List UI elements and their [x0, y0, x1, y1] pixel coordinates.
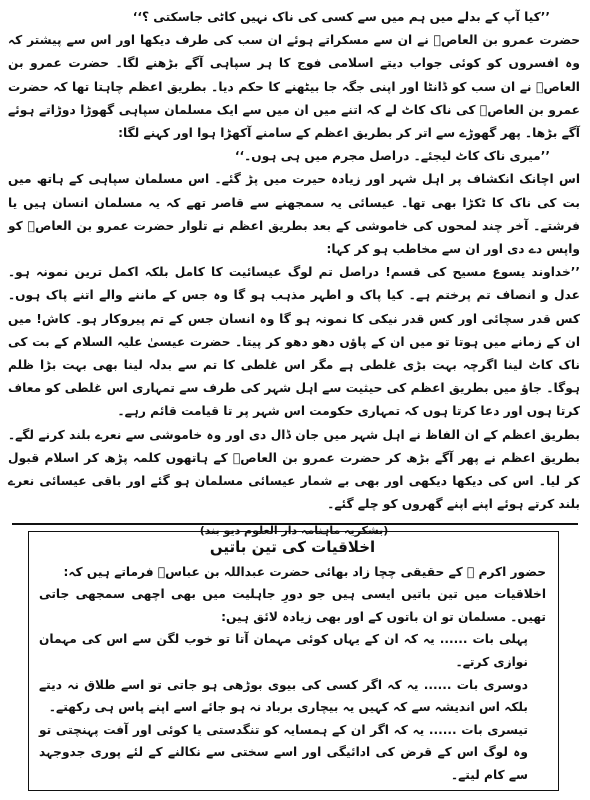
article-body [8, 6, 580, 543]
third-point: تیسری بات ...... یہ کہ اگر ان کے ہمسایہ کو تنگدستی یا کوئی اور آفت پہنچتی تو وہ لوگ اس کے قرض کی ادائیگی اور اسے سختی سے نکالنے کے لئے پوری جدوجہد سے کام لیتے۔ [39, 722, 528, 782]
first-point: پہلی بات ...... یہ کہ ان کے یہاں کوئی مہمان آتا تو خوب لگن سے اس کی مہمان نوازی کرتے۔ [39, 632, 528, 669]
second-point: دوسری بات ...... یہ کہ اگر کسی کی بیوی بوڑھی ہو جاتی تو اسے طلاق نہ دیتے بلکہ اس اندیشہ سے کہ کہیں یہ بیچاری برباد نہ ہو جائے اسے اپنے پاس ہی رکھتے۔ [39, 677, 528, 715]
box-intro: حضور اکرم ﷺ کے حقیقی چچا زاد بھائی حضرت عبداللہ بن عباسؓ فرماتے ہیں کہ: [63, 564, 546, 579]
box-title: اخلاقیات کی تین باتیں [209, 538, 376, 556]
ethics-box [28, 531, 559, 791]
section-divider [12, 523, 578, 525]
quote-confession: ’’میری ناک کاٹ لیجئے۔ دراصل مجرم میں ہی ہوں۔‘‘ [234, 149, 550, 164]
source-credit: (بشکریہ ماہنامہ دار العلوم دیو بند) [199, 524, 389, 538]
box-quote: اخلاقیات میں تین باتیں ایسی ہیں جو دورِ جاہلیت میں بھی اچھی سمجھی جاتی تھیں۔ مسلمان تو ان باتوں کے اور بھی زیادہ لائق ہیں: [39, 587, 546, 624]
paragraph-soldiers-advance: حضرت عمرو بن العاصؓ نے ان سے مسکراتے ہوئے ان سب کی طرف دیکھا اور اس سے پیشتر کہ وہ افسروں کو کوئی جواب دیتے اسلامی فوج کا ہر سپاہی آگے بڑھنے لگا۔ حضرت عمرو بن العاصؓ نے ان سب کو ڈانٹا اور اپنی جگہ جا بیٹھنے کا حکم دیا۔ بطریق اعظم چاہتا تھا کہ حضرت عمرو بن العاصؓ کی ناک کاٹ لے کہ اتنے میں ان میں سے ایک مسلمان سپاہی گھوڑا دوڑاتے ہوئے آگے بڑھا۔ پھر گھوڑے سے اتر کر بطریق اعظم کے سامنے آکھڑا ہوا اور کہنے لگا: [8, 33, 580, 141]
paragraph-conversion: بطریق اعظم کے ان الفاظ نے اہل شہر میں جان ڈال دی اور وہ خاموشی سے نعرے بلند کرنے لگے۔ بطریق اعظم نے پھر آگے بڑھ کر حضرت عمرو بن العاصؓ کے ہاتھوں کلمہ پڑھ کر اسلام قبول کر لیا۔ اس کی دیکھا دیکھی اور بھی بے شمار عیسائی مسلمان ہو گئے اور باقی عیسائی نعرے بلند کرتے ہوئے اپنے اپنے گھروں کو چلے گئے۔ [8, 427, 580, 512]
paragraph-revelation: اس اچانک انکشاف پر اہل شہر اور زیادہ حیرت میں پڑ گئے۔ اس مسلمان سپاہی کے ہاتھ میں بت کی ناک کا ٹکڑا بھی تھا۔ عیسائی یہ سمجھنے سے قاصر تھے کہ یہ مسلمان انسان ہیں یا فرشتے۔ آخر چند لمحوں کی خاموشی کے بعد بطریق اعظم نے تلوار حضرت عمرو بن العاصؓ کو واپس دے دی اور ان سے مخاطب ہو کر کہا: [8, 172, 580, 257]
quote-question: ’’کیا آپ کے بدلے میں ہم میں سے کسی کی ناک نہیں کاٹی جاسکتی ؟‘‘ [132, 10, 550, 24]
paragraph-patriarch-speech: ’’خداوند یسوع مسیح کی قسم! دراصل تم لوگ عیسائیت کا کامل بلکہ اکمل ترین نمونہ ہو۔ عدل و انصاف تم پرختم ہے۔ کیا پاک و اطہر مذہب ہو گا وہ جس کے ماننے والے اتنے پاک ہوں۔ کس قدر سچائی اور کس قدر نیکی کا نمونہ ہو گا وہ انسان جس کے تم پیروکار ہو۔ کاش! میں ان کے زمانے میں ہوتا تو میں ان کے پاؤں دھو دھو کر پیتا۔ حضرت عیسیٰ علیہ السلام کے بت کی ناک کاٹ لینا اگرچہ بہت بڑی غلطی ہے مگر اس غلطی کا تم سے بدلہ لینا بھی بہت بڑا ظلم ہوگا۔ جاؤ میں بطریق اعظم کی حیثیت سے اہل شہر کی طرف سے تمہاری اس غلطی کو معاف کرتا ہوں اور دعا کرتا ہوں کہ تمہاری حکومت اس شہر پر تا قیامت قائم رہے۔ [8, 265, 580, 419]
